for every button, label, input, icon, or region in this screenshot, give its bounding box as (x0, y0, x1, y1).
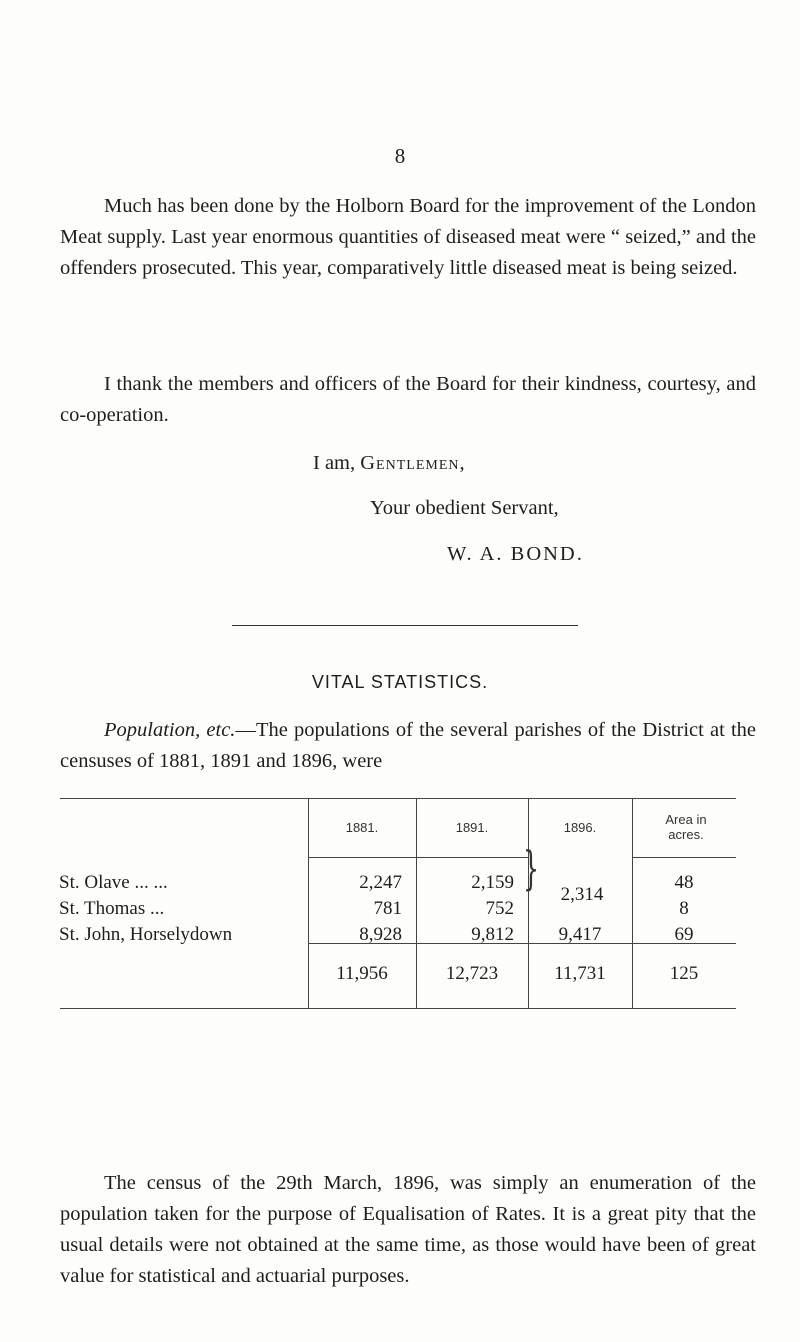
closing-prefix: I am, (313, 452, 356, 474)
table-bottom-rule (60, 1008, 736, 1009)
table-col-rule-1 (308, 798, 309, 1008)
cell-st-john-1891: 9,812 (471, 924, 514, 945)
header-1896: 1896. (563, 820, 597, 835)
brace-1896: } (523, 841, 540, 895)
paragraph-population (60, 715, 756, 777)
total-1896: 11,731 (554, 963, 606, 984)
paragraph-population-lead: Population, etc. (104, 719, 236, 741)
cell-st-olave-1881: 2,247 (359, 872, 402, 893)
table-header-rule (308, 857, 528, 858)
cell-st-thomas-1881: 781 (373, 898, 402, 919)
section-title: VITAL STATISTICS. (311, 672, 489, 692)
cell-combined-1896: 2,314 (560, 884, 604, 905)
divider-rule (232, 625, 578, 626)
paragraph-census-note: The census of the 29th March, 1896, was simply an enumeration of the population taken for the purpose of Equalisation of Rates. It is a great pity that the usual details were not obtained at the same time, as those would have been of great value for statistical and actuarial purposes. (60, 1172, 756, 1287)
row-label-st-thomas: St. Thomas ... (59, 898, 165, 919)
header-area: Area in acres. (665, 812, 707, 842)
page-number: 8 (394, 144, 406, 168)
row-label-st-olave: St. Olave ... ... (59, 872, 168, 893)
paragraph-meat-supply: Much has been done by the Holborn Board for the improvement of the London Meat supply. Last year enormous quantities of diseased meat were “ seized,” and the offenders prosecuted. This year, comparatively little diseased meat is being seized. (60, 195, 756, 279)
closing-salutation: Gentlemen, (360, 452, 466, 474)
cell-st-john-area: 69 (674, 924, 694, 945)
header-1881: 1881. (345, 820, 379, 835)
cell-st-john-1881: 8,928 (359, 924, 402, 945)
signature: W. A. BOND. (447, 543, 584, 565)
cell-st-olave-area: 48 (674, 872, 694, 893)
table-total-rule (308, 943, 736, 944)
paragraph-thanks: I thank the members and officers of the Board for their kindness, courtesy, and co-operation. (60, 373, 756, 426)
total-area: 125 (669, 963, 699, 984)
closing-line-2: Your obedient Servant, (370, 497, 559, 519)
cell-st-thomas-area: 8 (679, 898, 689, 919)
cell-st-thomas-1891: 752 (485, 898, 514, 919)
table-top-rule (60, 798, 736, 799)
total-1881: 11,956 (336, 963, 388, 984)
cell-st-john-1896: 9,417 (558, 924, 602, 945)
cell-st-olave-1891: 2,159 (471, 872, 514, 893)
total-1891: 12,723 (445, 963, 499, 984)
header-1891: 1891. (455, 820, 489, 835)
table-header-rule-area (632, 857, 736, 858)
row-label-st-john: St. John, Horselydown (59, 924, 233, 945)
paragraph-population-text: —The populations of the several parishes of the District at the censuses of 1881, 1891 and 1896, were (60, 719, 756, 772)
table-col-rule-4 (632, 798, 633, 1008)
table-col-rule-3 (528, 798, 529, 1008)
closing-line-1 (313, 452, 466, 475)
table-col-rule-2 (416, 798, 417, 1008)
